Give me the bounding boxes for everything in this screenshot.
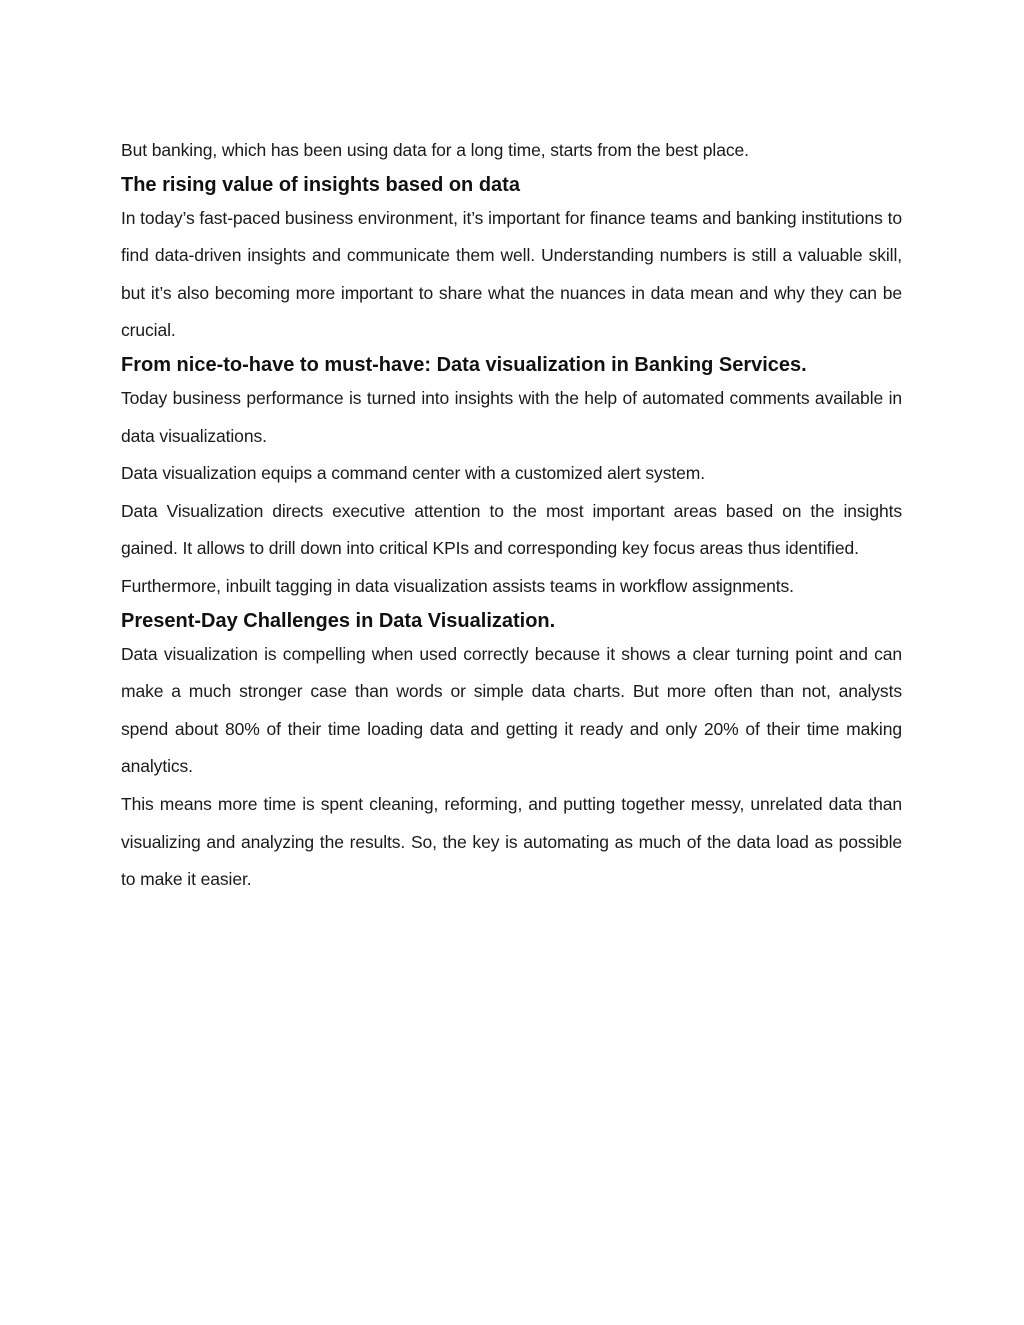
section-3-paragraph-1: Data visualization is compelling when used correctly because it shows a clear turning point and can make a much stronger case than words or simple data charts. But more often than not, analysts spend about 80% of their time loading data and getting it ready and only 20% of their time making analytics. [121, 643, 902, 777]
intro-paragraph: But banking, which has been using data for a long time, starts from the best place. [121, 140, 749, 160]
section-2-paragraph-2: Data visualization equips a command center with a customized alert system. [121, 463, 705, 484]
section-heading-data-visualization-banking: From nice-to-have to must-have: Data visualization in Banking Services. [121, 353, 807, 376]
section-1-paragraph-1: In today’s fast-paced business environment, it’s important for finance teams and banking institutions to find data-driven insights and communicate them well. Understanding numbers is still a valuable skill, but it’s also becoming more important to share what the nuances in data mean and why they can be crucial. [121, 207, 902, 341]
section-2-paragraph-1: Today business performance is turned into insights with the help of automated comments available in data visualizations. [121, 387, 902, 446]
section-3-paragraph-2: This means more time is spent cleaning, reforming, and putting together messy, unrelated data than visualizing and analyzing the results. So, the key is automating as much of the data load as possible to make it easier. [121, 793, 902, 890]
section-2-paragraph-3: Data Visualization directs executive attention to the most important areas based on the insights gained. It allows to drill down into critical KPIs and corresponding key focus areas thus identified. [121, 500, 902, 559]
section-heading-insights-value: The rising value of insights based on data [121, 173, 520, 196]
section-heading-present-day-challenges: Present-Day Challenges in Data Visualization. [121, 609, 556, 632]
document-body [121, 132, 902, 899]
section-2-paragraph-4: Furthermore, inbuilt tagging in data visualization assists teams in workflow assignments. [121, 575, 794, 596]
